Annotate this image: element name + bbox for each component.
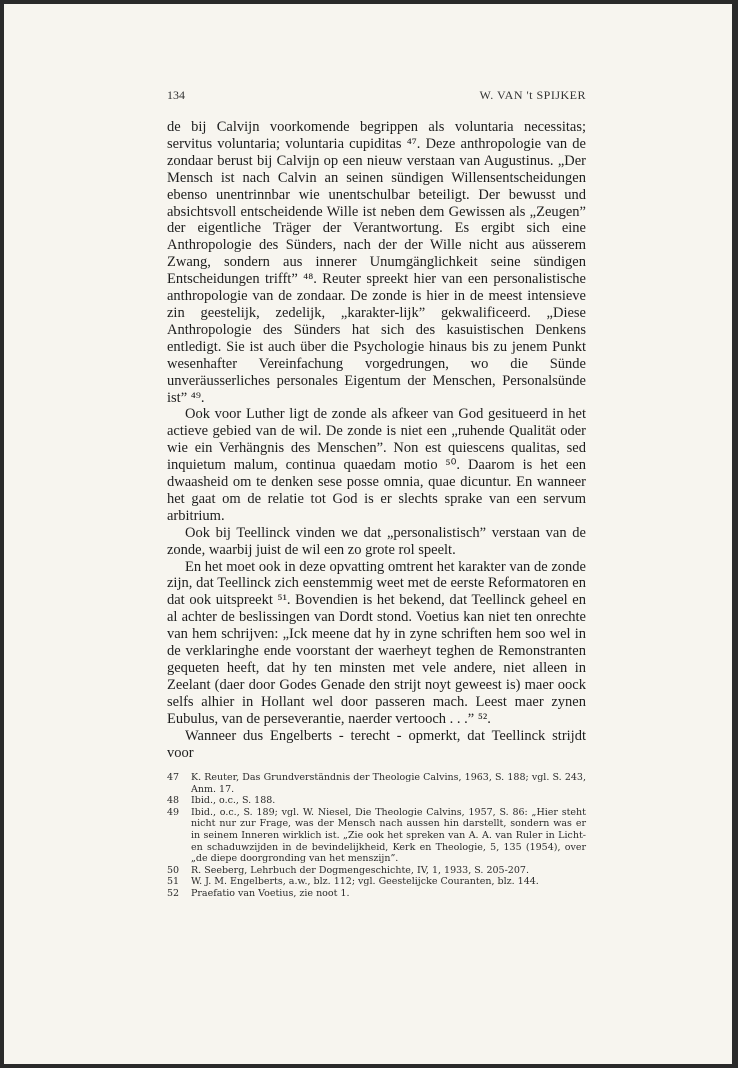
footnote xyxy=(167,865,586,877)
book-page xyxy=(4,4,732,1064)
body-text xyxy=(167,119,586,761)
paragraph: Wanneer dus Engelberts - terecht - opmerkt, dat Teellinck strijdt voor xyxy=(167,727,586,761)
footnote-number: 50 xyxy=(167,864,180,876)
paragraph: de bij Calvijn voorkomende begrippen als voluntaria necessitas; servitus voluntaria; voluntaria cupiditas ⁴⁷. Deze anthropologie van de zondaar berust bij Calvijn op een nieuw verstaan van Augustinus. „Der Mensch ist nach Calvin an seinen sündigen Willensentscheidungen ebenso unentrinnbar wie unentschulbar beteiligt. Der bewusst und absichtsvoll entscheidende Wille ist neben dem Gewissen als „Zeugen” der eigentliche Träger der Verantwortung. Es ergibt sich eine Anthropologie des Sünders, nach der der Wille nicht aus aüsserem Zwang, sondern aus innerer Unumgänglichkeit seine sündigen Entscheidungen trifft” ⁴⁸. Reuter spreekt hier van een personalistische anthropologie van de zondaar. De zonde is hier in de meest intensieve zin geestelijk, zedelijk, „karakter-lijk” gekwalificeerd. „Diese Anthropologie des Sünders hat sich des kasuistischen Denkens entledigt. Sie ist auch über die Psychologie hinaus bis zu jenem Punkt wesenhafter Vereinfachung vorgedrungen, wo die Sünde unveräusserliches personales Eigentum der Menschen, Personalsünde ist” ⁴⁹. xyxy=(167,119,586,406)
footnote xyxy=(167,795,586,807)
page-number: 134 xyxy=(167,88,185,102)
paragraph: Ook bij Teellinck vinden we dat „personalistisch” verstaan van de zonde, waarbij juist de wil een zo grote rol speelt. xyxy=(167,524,586,558)
paragraph: Ook voor Luther ligt de zonde als afkeer van God gesitueerd in het actieve gebied van de wil. De zonde is niet een „ruhende Qualität oder wie ein Verhängnis des Menschen”. Non est quiescens qualitas, sed inquietum malum, continua quaedam motio ⁵⁰. Daarom is het een dwaasheid om te denken sese posse omnia, quae dicuntur. En wanneer het gaat om de relatie tot God is er slechts sprake van een servum arbitrium. xyxy=(167,406,586,524)
footnote xyxy=(167,772,586,795)
footnote-number: 49 xyxy=(167,806,180,818)
footnote-text: R. Seeberg, Lehrbuch der Dogmengeschichte, IV, 1, 1933, S. 205-207. xyxy=(191,864,529,876)
footnote-text: Praefatio van Voetius, zie noot 1. xyxy=(191,887,350,899)
footnote-number: 47 xyxy=(167,772,180,783)
footnote-number: 52 xyxy=(167,887,180,899)
footnote xyxy=(167,807,586,865)
footnotes xyxy=(167,772,586,900)
footnote-number: 51 xyxy=(167,876,180,888)
paragraph: En het moet ook in deze opvatting omtrent het karakter van de zonde zijn, dat Teellinck zich eenstemmig weet met de eerste Reformatoren en dat ook uitspreekt ⁵¹. Bovendien is het bekend, dat Teellinck geheel en al achter de beslissingen van Dordt stond. Voetius kan niet ten onrechte van hem schrijven: „Ick meene dat hy in zyne schriften hem soo wel in de verklaringhe ende voorstant der waerheyt teghen de Remonstranten gequeten heeft, dat hy ten minsten met vele andere, niet alleen in Zeelant (daer door Godes Genade den strijt noyt geweest is) maer oock selfs alhier in Hollant wel door passeren mach. Leest maer zynen Eubulus, van de perseverantie, naerder vertooch . . .” ⁵². xyxy=(167,558,586,727)
running-head: W. VAN 't SPIJKER xyxy=(479,88,586,102)
footnote-number: 48 xyxy=(167,795,180,807)
footnote-text: Ibid., o.c., S. 189; vgl. W. Niesel, Die Theologie Calvins, 1957, S. 86: „Hier steht nicht nur zur Frage, was der Mensch nach aussen hin darstellt, sondern was er in seinem Inneren wirklich ist. „Zie ook het spreken van A. A. van Ruler in Licht- en schaduwzijden in de bevindelijkheid, Kerk en Theologie, 5, 135 (1954), over „de diepe doorgronding van het menszijn”. xyxy=(191,806,586,865)
footnote-text: K. Reuter, Das Grundverständnis der Theologie Calvins, 1963, S. 188; vgl. S. 243, Anm. 17. xyxy=(191,772,586,795)
footnote xyxy=(167,888,586,900)
footnote xyxy=(167,876,586,888)
footnote-text: Ibid., o.c., S. 188. xyxy=(191,795,276,807)
footnote-text: W. J. M. Engelberts, a.w., blz. 112; vgl. Geestelijcke Couranten, blz. 144. xyxy=(191,876,539,888)
